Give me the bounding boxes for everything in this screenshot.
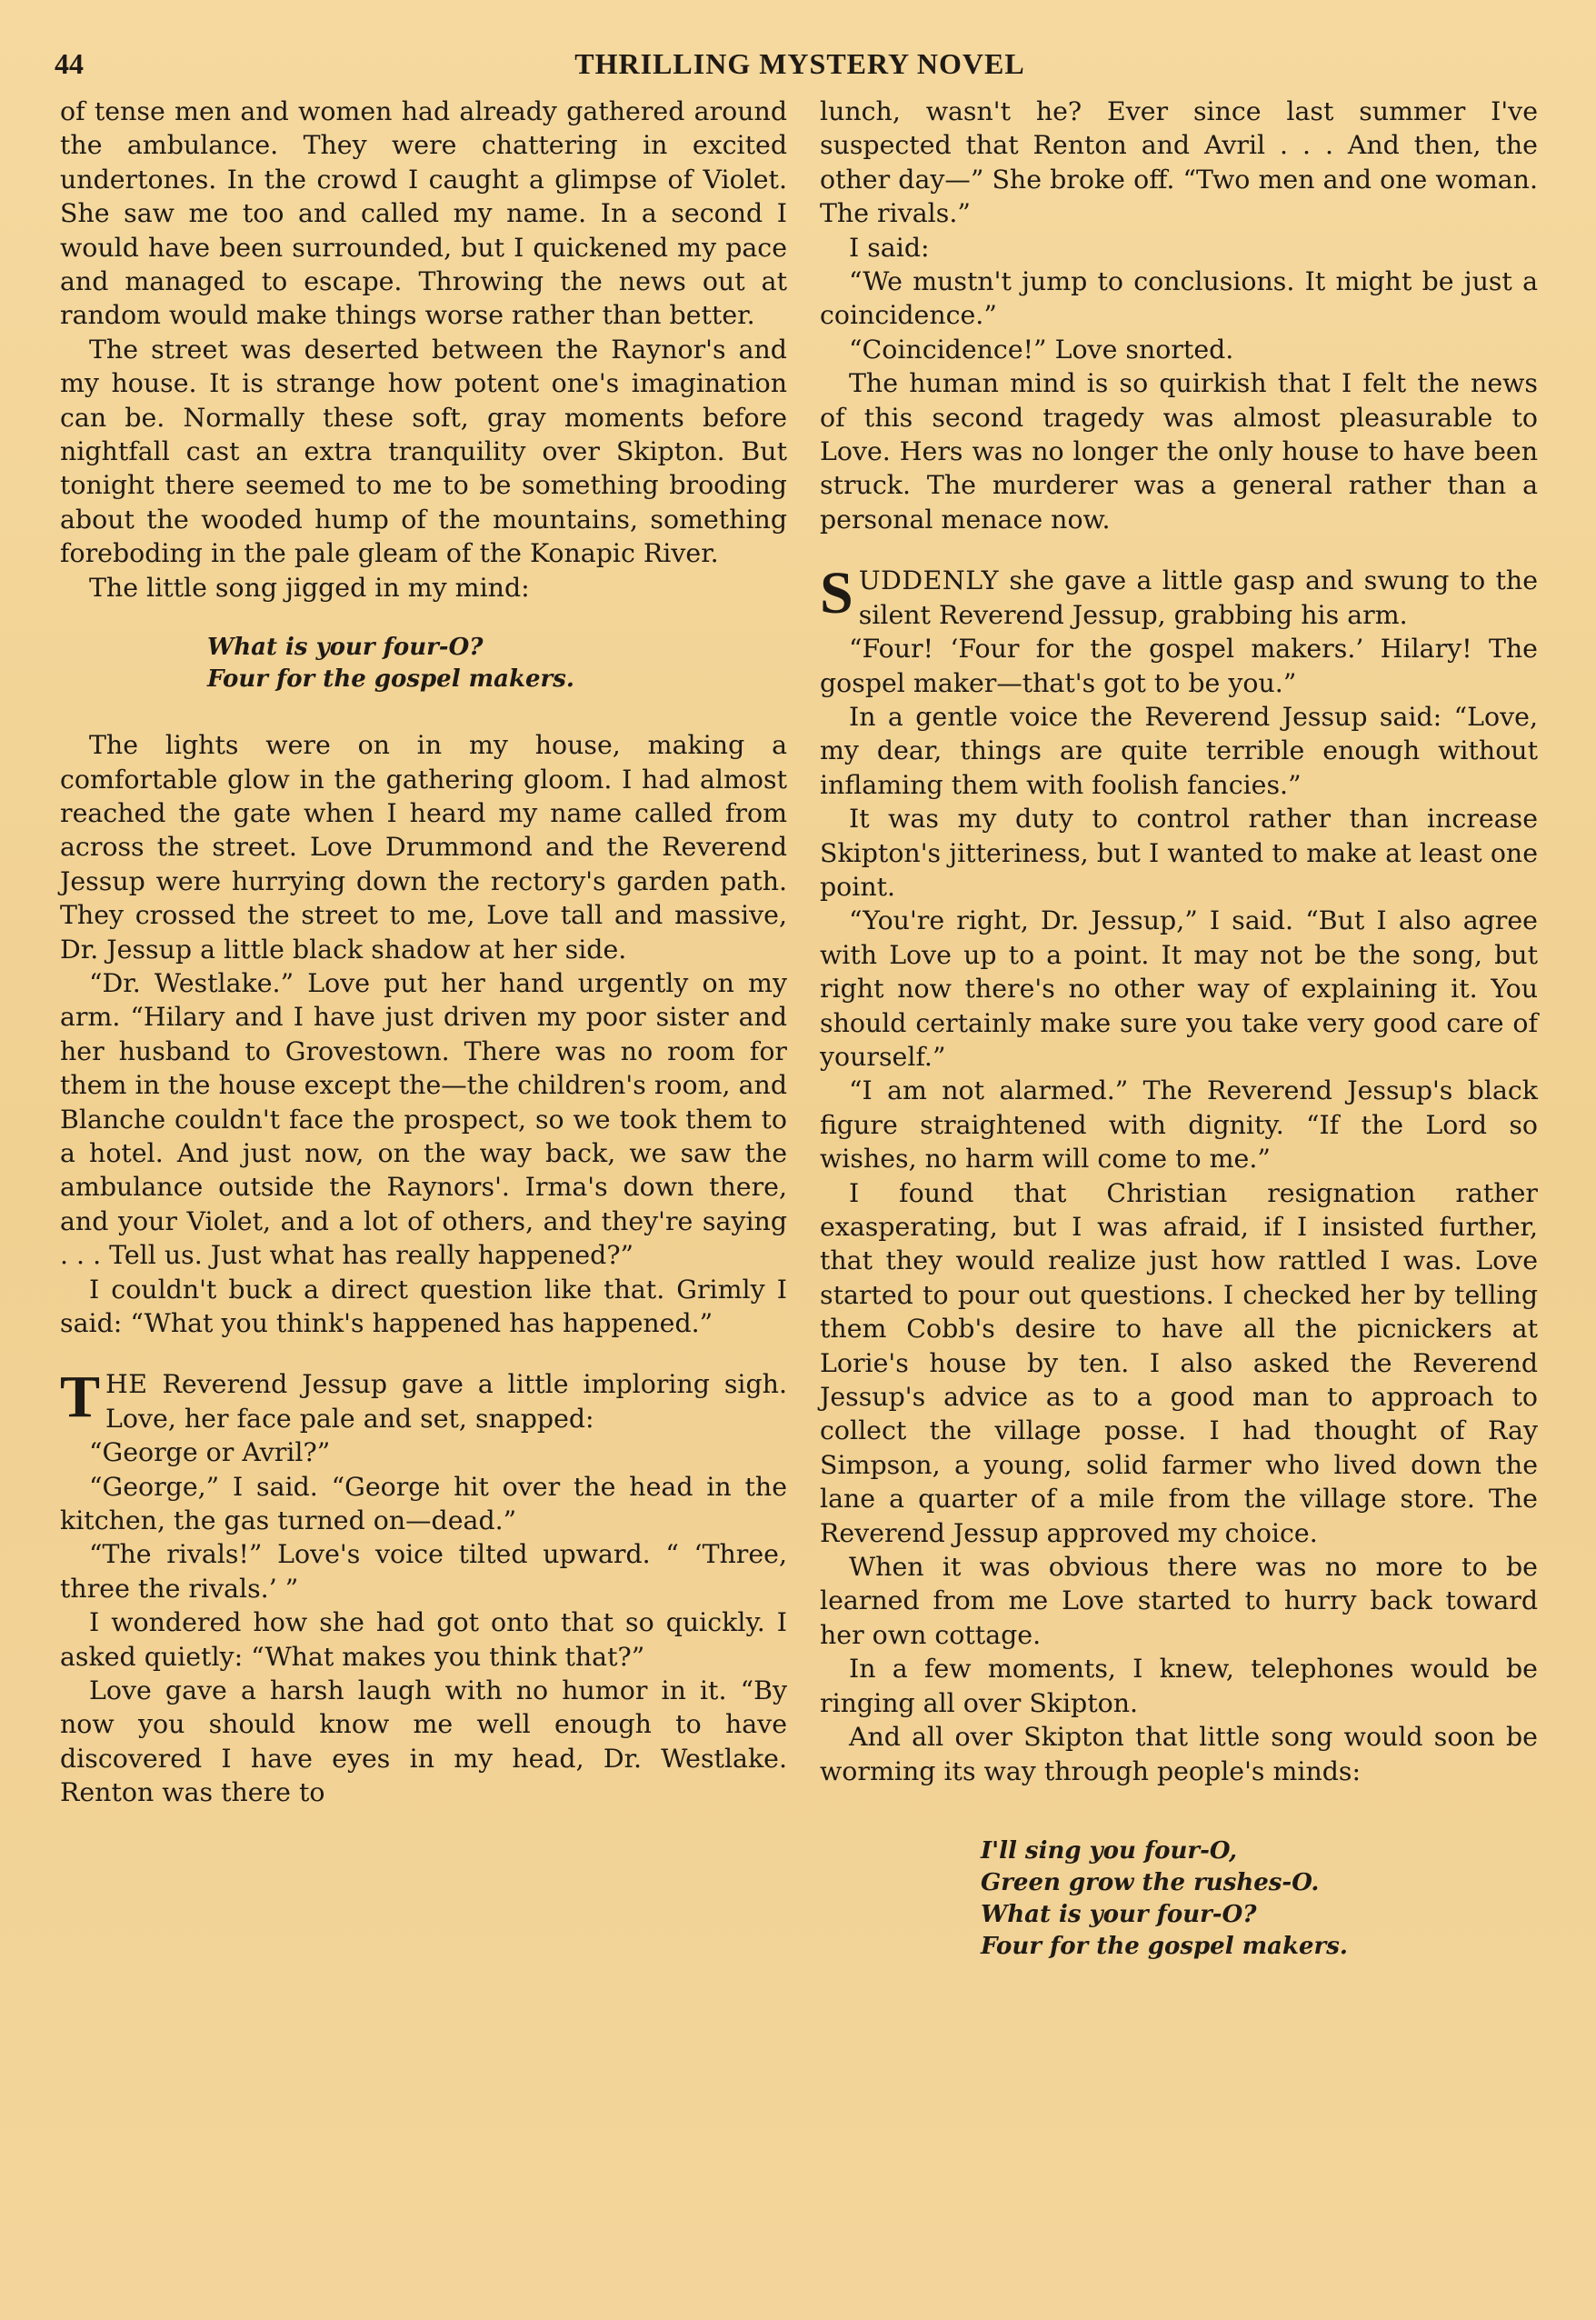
song-verse (60, 632, 787, 695)
verse-line: I'll sing you four-O, (981, 1836, 1238, 1865)
paragraph: lunch, wasn't he? Ever since last summer I've suspected that Renton and Avril . . . And then, the other day—” She broke off. “Two men and one woman. The rivals.” (820, 96, 1538, 229)
paragraph: The street was deserted between the Raynor's and my house. It is strange how potent one's imagination can be. Normally these soft, gray moments before nightfall cast an extra tranquility over Skipton. But tonight there seemed to me to be something brooding about the wooded hump of the mountains, something foreboding in the pale gleam of the Konapic River. (60, 334, 787, 569)
paragraph: “George,” I said. “George hit over the head in the kitchen, the gas turned on—dead.” (60, 1471, 787, 1536)
paragraph-text: she gave a little gasp and swung to the silent Reverend Jessup, grabbing his arm. (858, 565, 1538, 630)
drop-cap: S (820, 560, 853, 627)
verse-line: What is your four-O? (207, 634, 484, 662)
paragraph-with-drop-cap (60, 1364, 787, 1435)
right-column (820, 95, 1538, 1995)
paragraph: I said: (849, 232, 930, 263)
section-break (60, 1340, 787, 1367)
paragraph: In a gentle voice the Reverend Jessup said: “Love, my dear, things are quite terrible enough without inflaming them with foolish fancies.” (820, 701, 1538, 800)
paragraph: “Coincidence!” Love snorted. (849, 334, 1234, 365)
paragraph: I wondered how she had got onto that so quickly. I asked quietly: “What makes you think that?” (60, 1607, 787, 1672)
paragraph: I found that Christian resignation rather exasperating, but I was afraid, if I insisted further, that they would realize just how rattled I was. Love started to pour out questions. I checked her by telling them Cobb's desire to have all the picnickers at Lorie's house by ten. I also asked the Reverend Jessup's advice as to a good man to approach to collect the village posse. I had thought of Ray Simpson, a young, solid farmer who lived down the lane a quarter of a mile from the village store. The Reverend Jessup approved my choice. (820, 1177, 1538, 1548)
left-column (60, 95, 787, 1810)
paragraph: “We mustn't jump to conclusions. It might be just a coincidence.” (820, 266, 1538, 331)
page-header (55, 47, 1545, 89)
verse-line: Four for the gospel makers. (981, 1932, 1348, 1960)
paragraph: The lights were on in my house, making a comfortable glow in the gathering gloom. I had almost reached the gate when I heard my name called from across the street. Love Drummond and the Reverend Jessup were hurrying down the rectory's garden path. They crossed the street to me, Love tall and massive, Dr. Jessup a little black shadow at her side. (60, 730, 787, 965)
paragraph: It was my duty to control rather than increase Skipton's jitteriness, but I wanted to make at least one point. (820, 804, 1538, 902)
song-verse (820, 1835, 1538, 1963)
paragraph: “Dr. Westlake.” Love put her hand urgently on my arm. “Hilary and I have just driven my poor sister and her husband to Grovestown. There was no room for them in the house except the—the children's room, and Blanche couldn't face the prospect, so we took them to a hotel. And just now, on the way back, we saw the ambulance outside the Raynors'. Irma's down there, and your Violet, and a lot of others, and they're saying . . . Tell us. Just what has really happened?” (60, 967, 787, 1271)
paragraph: And all over Skipton that little song would soon be worming its way through people's minds: (820, 1722, 1538, 1786)
paragraph: When it was obvious there was no more to be learned from me Love started to hurry back toward her own cottage. (820, 1552, 1538, 1650)
paragraph: “I am not alarmed.” The Reverend Jessup's black figure straightened with dignity. “If the Lord so wishes, no harm will come to me.” (820, 1075, 1538, 1175)
lead-in: UDDENLY (858, 565, 1000, 596)
verse-line: Green grow the rushes-O. (981, 1868, 1320, 1896)
paragraph: “George or Avril?” (89, 1437, 331, 1468)
drop-cap: T (60, 1364, 101, 1431)
page-number: 44 (55, 47, 84, 80)
verse-line: What is your four-O? (981, 1900, 1257, 1928)
paragraph: “Four! ‘Four for the gospel makers.’ Hilary! The gospel maker—that's got to be you.” (820, 634, 1538, 698)
paragraph: In a few moments, I knew, telephones would be ringing all over Skipton. (820, 1654, 1538, 1718)
paragraph-with-drop-cap (820, 560, 1538, 632)
paragraph: I couldn't buck a direct question like that. Grimly I said: “What you think's happened has happened.” (60, 1274, 787, 1338)
lead-in: HE (105, 1369, 148, 1400)
running-title: THRILLING MYSTERY NOVEL (574, 47, 1025, 80)
paragraph-text: Reverend Jessup gave a little imploring sigh. Love, her face pale and set, snapped: (105, 1369, 787, 1434)
paragraph: The human mind is so quirkish that I felt the news of this second tragedy was almost pleasurable to Love. Hers was no longer the only house to have been struck. The murderer was a general rather than a personal menace now. (820, 368, 1538, 535)
paragraph: Love gave a harsh laugh with no humor in it. “By now you should know me well enough to have discovered I have eyes in my head, Dr. Westlake. Renton was there to (60, 1675, 787, 1808)
section-break (820, 536, 1538, 564)
paragraph: “You're right, Dr. Jessup,” I said. “But I also agree with Love up to a point. It may not be the song, but right now there's no other way of explaining it. You should certainly make sure you take very good care of yourself.” (820, 905, 1538, 1072)
verse-line: Four for the gospel makers. (207, 665, 574, 694)
paragraph: “The rivals!” Love's voice tilted upward. “ ‘Three, three the rivals.’ ” (60, 1539, 787, 1604)
paragraph: of tense men and women had already gathered around the ambulance. They were chattering in excited undertones. In the crowd I caught a glimpse of Violet. She saw me too and called my name. In a second I would have been surrounded, but I quickened my pace and managed to escape. Throwing the news out at random would make things worse rather than better. (60, 96, 787, 331)
paragraph: The little song jigged in my mind: (89, 572, 530, 603)
